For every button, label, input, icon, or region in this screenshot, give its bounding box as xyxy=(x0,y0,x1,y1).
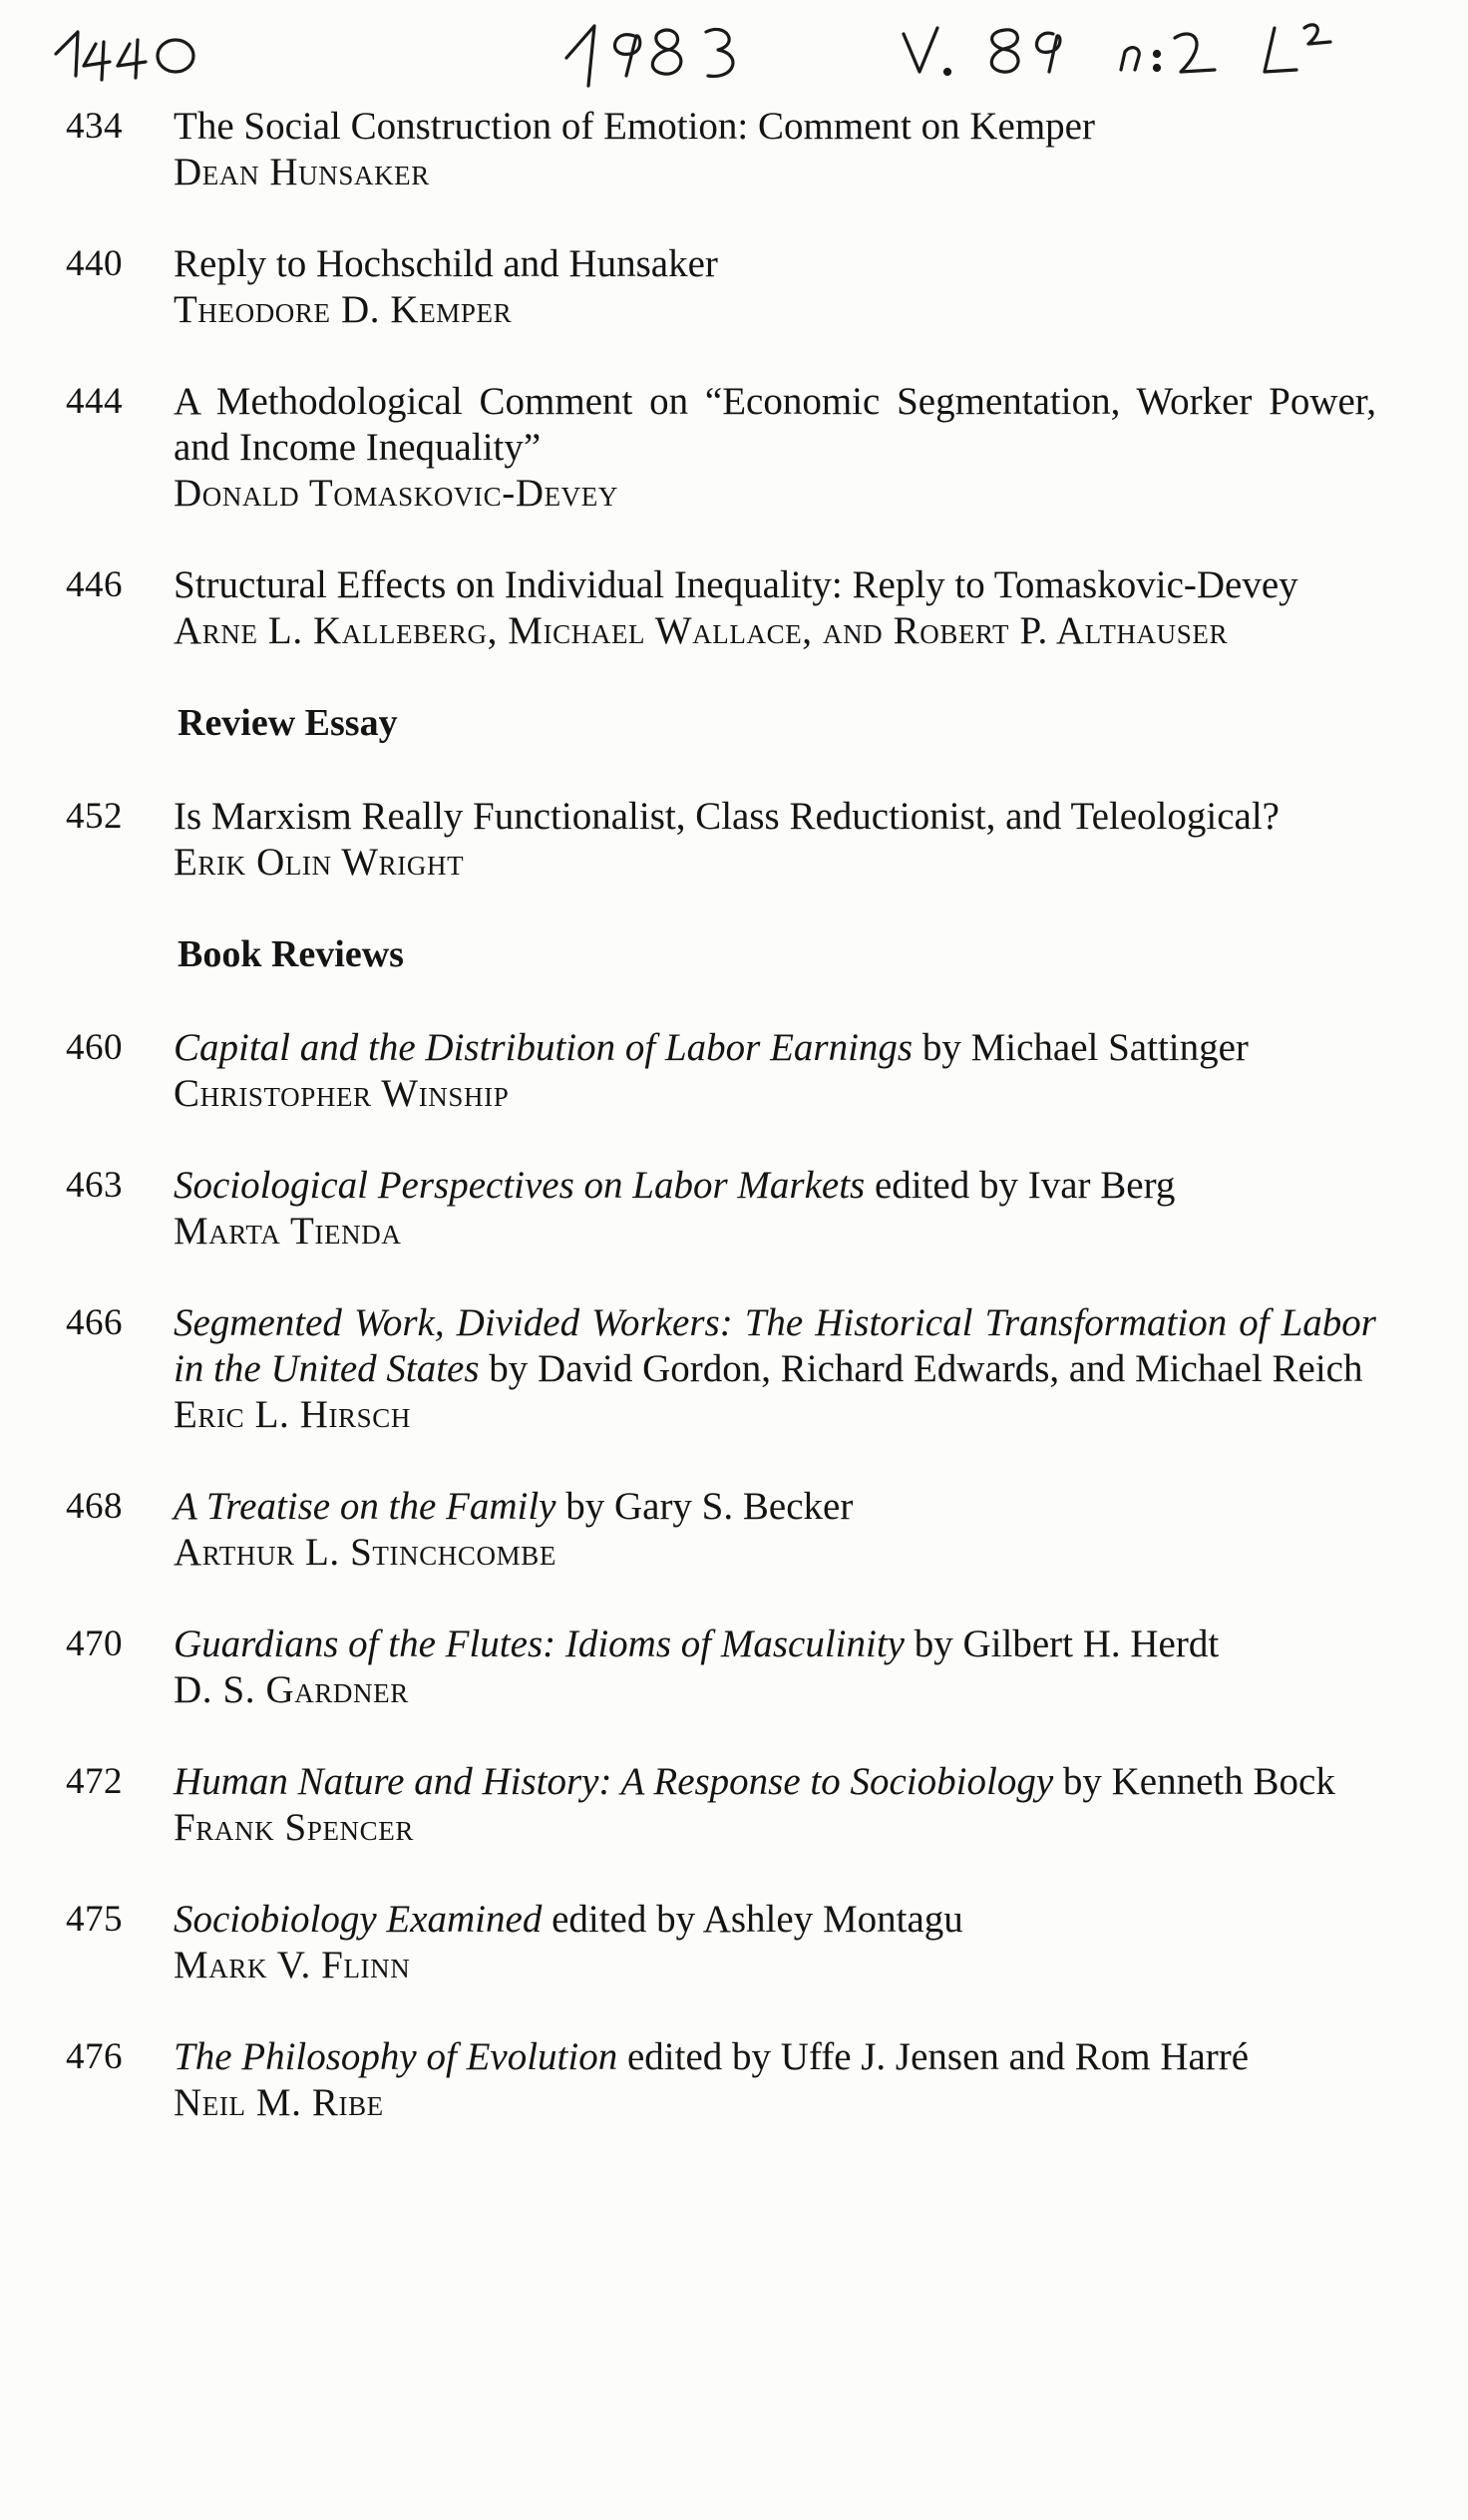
entry-author: Frank Spencer xyxy=(174,1806,414,1849)
toc-entry xyxy=(0,1759,1468,1851)
entry-author: Christopher Winship xyxy=(174,1072,510,1115)
toc-entry xyxy=(0,1300,1468,1438)
page-number: 452 xyxy=(66,796,123,837)
page-number: 475 xyxy=(66,1899,123,1940)
page-number: 468 xyxy=(66,1486,123,1527)
entry-title xyxy=(174,1163,1376,1209)
entry-title: Is Marxism Really Functionalist, Class Reductionist, and Teleological? xyxy=(174,795,1280,838)
entry-title: Reply to Hochschild and Hunsaker xyxy=(174,242,718,285)
section-heading: Book Reviews xyxy=(178,933,404,975)
toc-entry xyxy=(0,1621,1468,1713)
toc-entry xyxy=(0,1897,1468,1988)
toc-entry xyxy=(0,1163,1468,1255)
book-credit: by Kenneth Bock xyxy=(1053,1760,1335,1803)
table-of-contents xyxy=(0,104,1468,2172)
book-title: Guardians of the Flutes: Idioms of Masculinity xyxy=(174,1622,905,1665)
entry-author: D. S. Gardner xyxy=(174,1668,409,1711)
entry-author: Donald Tomaskovic-Devey xyxy=(174,472,618,515)
toc-entry xyxy=(0,379,1468,517)
entry-title xyxy=(174,1300,1376,1392)
entry-author: Erik Olin Wright xyxy=(174,841,465,884)
toc-entry xyxy=(0,794,1468,886)
entry-title: A Methodological Comment on “Economic Segmentation, Worker Power, and Income Inequality” xyxy=(174,380,1376,469)
entry-title xyxy=(174,1897,1376,1943)
book-title: Capital and the Distribution of Labor Earnings xyxy=(174,1026,914,1069)
book-credit: by Michael Sattinger xyxy=(913,1026,1249,1069)
page-number: 466 xyxy=(66,1302,123,1343)
entry-author: Dean Hunsaker xyxy=(174,151,430,193)
entry-author: Mark V. Flinn xyxy=(174,1944,411,1986)
page-number: 446 xyxy=(66,564,123,605)
entry-title xyxy=(174,1484,1376,1530)
entry-author: Theodore D. Kemper xyxy=(174,288,513,331)
toc-entry xyxy=(0,1025,1468,1117)
section-heading: Review Essay xyxy=(178,702,398,744)
book-credit: by Gilbert H. Herdt xyxy=(904,1622,1220,1665)
entry-title xyxy=(174,1025,1376,1071)
page-number: 440 xyxy=(66,243,123,284)
page-number: 444 xyxy=(66,381,123,422)
book-credit: edited by Ivar Berg xyxy=(865,1164,1176,1207)
entry-title: Structural Effects on Individual Inequality: Reply to Tomaskovic-Devey xyxy=(174,563,1298,606)
book-title: Human Nature and History: A Response to Sociobiology xyxy=(174,1760,1054,1803)
entry-author: Arne L. Kalleberg, Michael Wallace, and Robert P. Althauser xyxy=(174,609,1229,652)
entry-author: Eric L. Hirsch xyxy=(174,1393,411,1436)
entry-title xyxy=(174,1621,1376,1667)
book-credit: edited by Uffe J. Jensen and Rom Harré xyxy=(617,2035,1250,2078)
book-title: Sociological Perspectives on Labor Markets xyxy=(174,1164,866,1207)
page-number: 460 xyxy=(66,1027,123,1068)
book-credit: by Gary S. Becker xyxy=(555,1485,854,1528)
entry-author: Neil M. Ribe xyxy=(174,2081,384,2124)
toc-entry xyxy=(0,241,1468,333)
page-number: 470 xyxy=(66,1623,123,1664)
book-title: Segmented Work, Divided Workers: The Historical Transformation of Labor in the United States xyxy=(174,1301,1376,1390)
toc-entry xyxy=(0,562,1468,654)
toc-entry xyxy=(0,1484,1468,1576)
entry-title xyxy=(174,1759,1376,1805)
page-number: 463 xyxy=(66,1165,123,1206)
toc-entry xyxy=(0,2034,1468,2126)
book-credit: by David Gordon, Richard Edwards, and Michael Reich xyxy=(479,1347,1363,1390)
book-credit: edited by Ashley Montagu xyxy=(542,1898,963,1941)
page-number: 476 xyxy=(66,2036,123,2077)
entry-title xyxy=(174,2034,1376,2080)
page-number: 472 xyxy=(66,1761,123,1802)
entry-title: The Social Construction of Emotion: Comment on Kemper xyxy=(174,105,1095,148)
entry-author: Marta Tienda xyxy=(174,1210,402,1253)
page-number: 434 xyxy=(66,106,123,147)
toc-entry xyxy=(0,104,1468,195)
handwritten-annotation xyxy=(48,14,1434,104)
entry-author: Arthur L. Stinchcombe xyxy=(174,1531,556,1574)
book-title: A Treatise on the Family xyxy=(174,1485,556,1528)
book-title: The Philosophy of Evolution xyxy=(174,2035,618,2078)
book-title: Sociobiology Examined xyxy=(174,1898,543,1941)
